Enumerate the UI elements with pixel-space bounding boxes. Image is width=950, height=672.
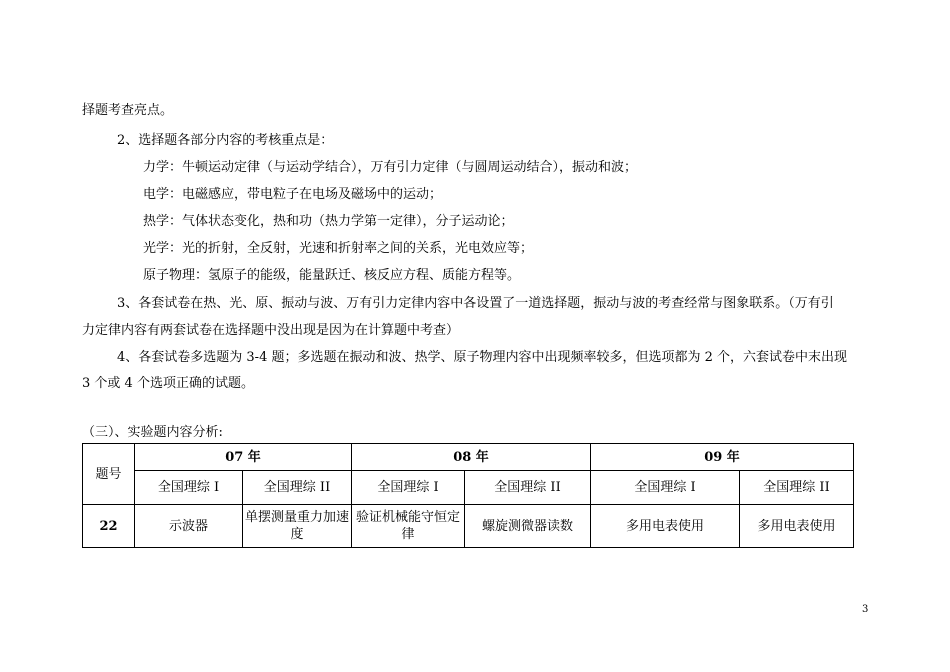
page-number: 3	[862, 604, 869, 615]
header-paper: 全国理综 I	[135, 471, 243, 505]
header-paper: 全国理综 I	[352, 471, 465, 505]
table-cell: 多用电表使用	[740, 505, 854, 548]
table-paper-row	[83, 471, 854, 505]
table-cell: 验证机械能守恒定律	[352, 505, 465, 548]
paragraph-point-3: 3、各套试卷在热、光、原、振动与波、万有引力定律内容中各设置了一道选择题，振动与波的考查经常与图象联系。（万有引	[117, 296, 834, 311]
header-year-08: 08 年	[352, 444, 591, 471]
table-year-row	[83, 444, 854, 471]
table-cell: 螺旋测微器读数	[465, 505, 591, 548]
table-row	[83, 505, 854, 548]
section-heading: （三）、实验题内容分析:	[82, 425, 223, 440]
item-thermodynamics: 热学：气体状态变化，热和功（热力学第一定律），分子运动论；	[143, 214, 514, 229]
table-cell: 单摆测量重力加速度	[243, 505, 352, 548]
header-year-07: 07 年	[135, 444, 352, 471]
paragraph-continuation: 择题考查亮点。	[82, 103, 174, 118]
table-cell: 示波器	[135, 505, 243, 548]
header-qnum: 题号	[83, 444, 135, 505]
header-year-09: 09 年	[591, 444, 854, 471]
paragraph-point-4-cont: 3 个或 4 个选项正确的试题。	[82, 376, 254, 391]
table-cell: 多用电表使用	[591, 505, 740, 548]
experiment-table	[82, 443, 854, 548]
header-paper: 全国理综 II	[740, 471, 854, 505]
item-atomic-physics: 原子物理：氢原子的能级，能量跃迁、核反应方程、质能方程等。	[143, 268, 521, 283]
item-mechanics: 力学：牛顿运动定律（与运动学结合），万有引力定律（与圆周运动结合），振动和波；	[143, 160, 638, 175]
item-optics: 光学：光的折射，全反射，光速和折射率之间的关系，光电效应等；	[143, 241, 534, 256]
header-paper: 全国理综 I	[591, 471, 740, 505]
header-paper: 全国理综 II	[243, 471, 352, 505]
row-qnum: 22	[83, 505, 135, 548]
item-electricity: 电学：电磁感应，带电粒子在电场及磁场中的运动；	[143, 187, 443, 202]
header-paper: 全国理综 II	[465, 471, 591, 505]
paragraph-point-3-cont: 力定律内容有两套试卷在选择题中没出现是因为在计算题中考查）	[82, 323, 460, 338]
paragraph-point-2: 2、选择题各部分内容的考核重点是：	[117, 133, 334, 148]
paragraph-point-4: 4、各套试卷多选题为 3-4 题；多选题在振动和波、热学、原子物理内容中出现频率较多，但选项都为 2 个，六套试卷中末出现	[117, 350, 848, 365]
